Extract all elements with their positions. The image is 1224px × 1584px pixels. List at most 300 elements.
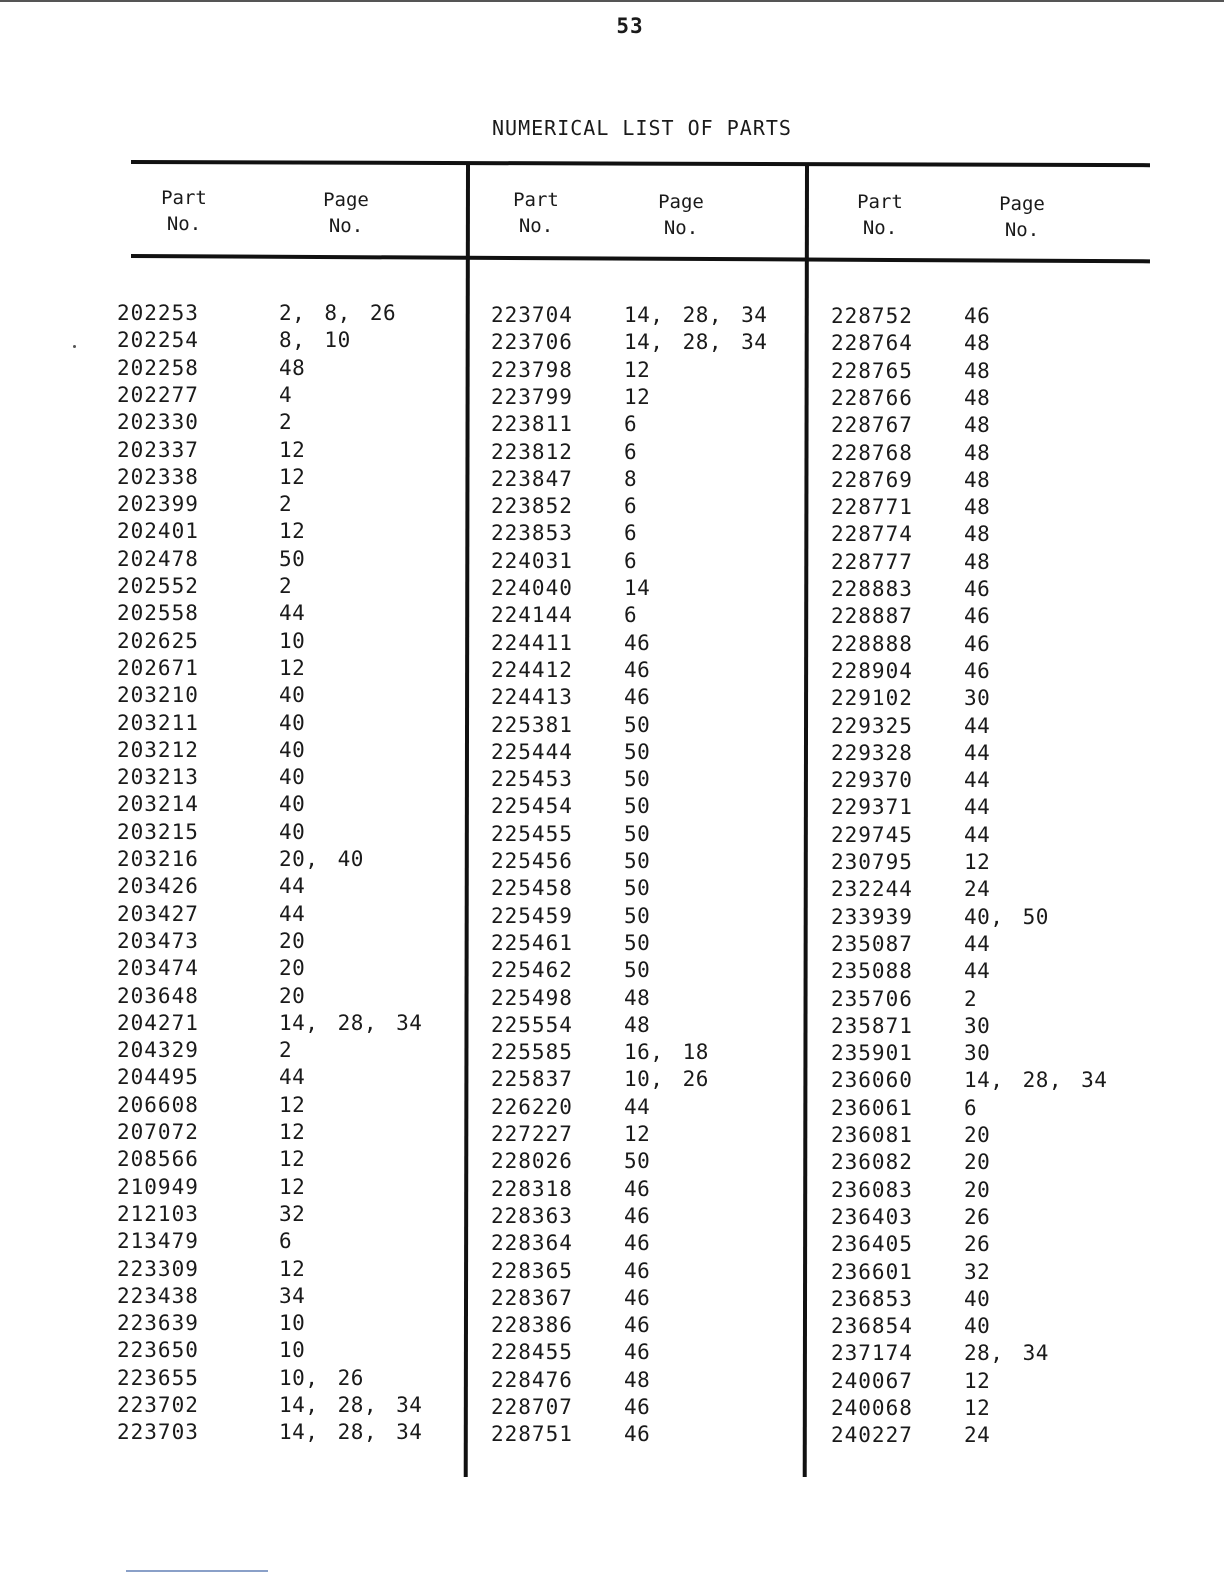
- page-numbers: 12: [279, 437, 306, 462]
- table-row: [831, 986, 1161, 1013]
- page-numbers: 2: [279, 1038, 293, 1063]
- part-number: 228777: [831, 549, 913, 574]
- table-row: [831, 1395, 1161, 1422]
- part-number: 228766: [831, 385, 913, 410]
- page-numbers: 48: [964, 385, 991, 410]
- table-row: [117, 1146, 447, 1173]
- part-number: 228751: [491, 1422, 573, 1447]
- page-numbers: 2: [279, 492, 293, 517]
- page-header-word: Page: [999, 193, 1045, 215]
- part-number: 236601: [831, 1259, 913, 1284]
- table-row: [117, 1174, 447, 1201]
- part-number: 203426: [117, 874, 199, 899]
- part-number: 228752: [831, 304, 913, 328]
- part-number: 236403: [831, 1204, 913, 1229]
- page-numbers: 40: [279, 792, 306, 817]
- page-no-header-1: [286, 187, 406, 239]
- table-row: [491, 821, 821, 848]
- page-numbers: 6: [624, 521, 638, 546]
- part-number: 225461: [491, 930, 573, 955]
- part-number: 204329: [117, 1038, 199, 1063]
- page-numbers: 32: [964, 1259, 991, 1284]
- page-numbers: 40: [279, 737, 306, 762]
- table-row: [491, 1148, 821, 1175]
- table-row: [831, 1122, 1161, 1149]
- page-numbers: 20: [279, 983, 306, 1008]
- table-row: [117, 764, 447, 791]
- table-row: [831, 1013, 1161, 1040]
- part-number: 228887: [831, 604, 913, 629]
- table-row: [491, 657, 821, 684]
- part-number: 223438: [117, 1283, 199, 1308]
- part-header-word: Part: [513, 189, 559, 211]
- page-numbers: 44: [964, 795, 991, 820]
- table-row: [491, 329, 821, 356]
- no-header-word: No.: [328, 215, 364, 237]
- page-header-word: Page: [323, 189, 369, 211]
- page-numbers: 46: [624, 1313, 651, 1338]
- page-numbers: 44: [964, 931, 991, 956]
- page-numbers: 12: [279, 464, 306, 489]
- part-number: 228476: [491, 1367, 573, 1392]
- table-row: [117, 1310, 447, 1337]
- part-number: 204495: [117, 1065, 199, 1090]
- part-header-word: Part: [857, 191, 903, 213]
- page-numbers: 40: [964, 1314, 991, 1339]
- table-row: [491, 1339, 821, 1366]
- part-number: 203212: [117, 737, 199, 762]
- part-number: 229102: [831, 686, 913, 711]
- table-row: [491, 739, 821, 766]
- table-row: [117, 491, 447, 518]
- table-row: [831, 1177, 1161, 1204]
- part-number: 203213: [117, 765, 199, 790]
- part-number: 223702: [117, 1393, 199, 1417]
- part-header-word: Part: [161, 187, 207, 209]
- part-number: 225554: [491, 1012, 573, 1037]
- table-row: [831, 1204, 1161, 1231]
- part-number: 223309: [117, 1256, 199, 1281]
- table-row: [491, 548, 821, 575]
- page-numbers: 40, 50: [964, 904, 1049, 929]
- page-numbers: 40: [964, 1286, 991, 1311]
- table-row: [117, 437, 447, 464]
- part-number: 203211: [117, 710, 199, 735]
- part-number: 202330: [117, 410, 199, 435]
- part-number: 228774: [831, 522, 913, 547]
- page-numbers: 48: [279, 355, 306, 380]
- page-numbers: 40: [279, 710, 306, 735]
- table-row: [491, 684, 821, 711]
- table-row: [831, 904, 1161, 931]
- part-number: 223655: [117, 1365, 199, 1390]
- page-numbers: 46: [624, 1203, 651, 1228]
- part-number: 223650: [117, 1338, 199, 1363]
- part-number: 203214: [117, 792, 199, 817]
- part-no-header-3: [820, 189, 940, 241]
- table-row: [117, 710, 447, 737]
- part-number: 224411: [491, 630, 573, 655]
- page-numbers: 46: [964, 304, 991, 328]
- part-number: 225458: [491, 876, 573, 901]
- page-numbers: 46: [624, 1285, 651, 1310]
- table-row: [831, 412, 1161, 439]
- table-row: [831, 1067, 1161, 1094]
- page-numbers: 44: [964, 822, 991, 847]
- table-row: [491, 848, 821, 875]
- table-row: [117, 464, 447, 491]
- page-numbers: 14: [624, 576, 651, 600]
- table-row: [831, 685, 1161, 712]
- page-numbers: 10: [279, 1338, 306, 1363]
- part-number: 226220: [491, 1094, 573, 1119]
- part-number: 202552: [117, 574, 199, 598]
- part-number: 202671: [117, 655, 199, 680]
- part-number: 229370: [831, 768, 913, 793]
- page-numbers: 50: [624, 821, 651, 846]
- page-numbers: 44: [624, 1094, 651, 1119]
- part-number: 228768: [831, 440, 913, 465]
- part-number: 229745: [831, 822, 913, 847]
- no-header-word: No.: [518, 215, 554, 237]
- page-numbers: 46: [624, 1258, 651, 1283]
- table-row: [491, 903, 821, 930]
- table-row: [117, 1419, 447, 1446]
- table-row: [831, 713, 1161, 740]
- margin-speck: [73, 345, 76, 348]
- table-row: [831, 385, 1161, 412]
- table-row: [117, 928, 447, 955]
- page-numbers: 14, 28, 34: [624, 303, 768, 327]
- part-number: 228363: [491, 1203, 573, 1228]
- page-numbers: 50: [624, 1149, 651, 1174]
- page-numbers: 12: [279, 1174, 306, 1199]
- page-numbers: 10, 26: [279, 1365, 364, 1390]
- part-number: 232244: [831, 877, 913, 902]
- part-number: 228365: [491, 1258, 573, 1283]
- part-number: 225837: [491, 1067, 573, 1092]
- part-number: 202254: [117, 328, 199, 353]
- page-numbers: 32: [279, 1201, 306, 1226]
- page-numbers: 12: [279, 1120, 306, 1144]
- page-numbers: 16, 18: [624, 1040, 709, 1065]
- table-row: [491, 1230, 821, 1257]
- part-number: 235871: [831, 1013, 913, 1038]
- part-number: 203474: [117, 956, 199, 981]
- page-header-word: Page: [658, 191, 704, 213]
- table-row: [117, 682, 447, 709]
- table-row: [831, 767, 1161, 794]
- part-number: 206608: [117, 1092, 199, 1117]
- table-row: [117, 355, 447, 382]
- page-numbers: 12: [279, 1256, 306, 1281]
- page-numbers: 10: [279, 1311, 306, 1336]
- table-row: [491, 602, 821, 629]
- table-row: [831, 1231, 1161, 1258]
- table-row: [831, 330, 1161, 357]
- no-header-word: No.: [663, 217, 699, 239]
- part-number: 203210: [117, 683, 199, 708]
- part-number: 223812: [491, 439, 573, 464]
- part-number: 229371: [831, 795, 913, 820]
- page-numbers: 48: [964, 495, 991, 520]
- page-numbers: 12: [964, 1396, 991, 1420]
- table-row: [117, 1256, 447, 1283]
- table-row: [491, 1039, 821, 1066]
- part-number: 235901: [831, 1041, 913, 1066]
- page-numbers: 12: [624, 384, 651, 409]
- page-numbers: 12: [279, 655, 306, 680]
- part-number: 202625: [117, 628, 199, 653]
- table-row: [831, 658, 1161, 685]
- page-numbers: 46: [624, 1231, 651, 1256]
- part-number: 225453: [491, 767, 573, 792]
- part-number: 225462: [491, 958, 573, 983]
- table-row: [117, 1392, 447, 1419]
- page-numbers: 46: [624, 657, 651, 682]
- page-numbers: 20: [964, 1177, 991, 1202]
- footer-link-underline: [126, 1570, 268, 1572]
- part-number: 202399: [117, 492, 199, 517]
- page-numbers: 14, 28, 34: [279, 1420, 423, 1445]
- table-row: [831, 1040, 1161, 1067]
- page-numbers: 46: [624, 1422, 651, 1447]
- part-number: 236083: [831, 1177, 913, 1202]
- table-row: [117, 655, 447, 682]
- part-number: 236405: [831, 1232, 913, 1257]
- page-numbers: 30: [964, 1041, 991, 1066]
- page-numbers: 6: [624, 412, 638, 437]
- page-numbers: 24: [964, 877, 991, 902]
- part-number: 207072: [117, 1120, 199, 1144]
- table-row: [491, 630, 821, 657]
- part-number: 228707: [491, 1395, 573, 1419]
- table-row: [117, 382, 447, 409]
- part-number: 228771: [831, 495, 913, 520]
- table-row: [491, 1312, 821, 1339]
- table-row: [491, 357, 821, 384]
- part-number: 202337: [117, 437, 199, 462]
- table-row: [831, 521, 1161, 548]
- page-no-header-2: [621, 189, 741, 241]
- table-header-rule: [131, 254, 1150, 263]
- part-number: 225444: [491, 739, 573, 764]
- part-number: 203473: [117, 928, 199, 953]
- page-numbers: 8, 10: [279, 328, 351, 353]
- page-numbers: 12: [279, 1147, 306, 1172]
- page-numbers: 20: [279, 956, 306, 981]
- page-numbers: 2, 8, 26: [279, 301, 397, 325]
- table-row: [491, 1285, 821, 1312]
- page-numbers: 44: [964, 740, 991, 765]
- part-number: 203427: [117, 901, 199, 926]
- page-numbers: 30: [964, 1013, 991, 1038]
- page-numbers: 50: [624, 876, 651, 901]
- page-numbers: 50: [624, 958, 651, 983]
- part-number: 202558: [117, 601, 199, 626]
- page-numbers: 48: [624, 1012, 651, 1037]
- page-numbers: 44: [964, 959, 991, 984]
- table-row: [117, 573, 447, 600]
- part-number: 236853: [831, 1286, 913, 1311]
- part-number: 202253: [117, 301, 199, 325]
- table-row: [831, 549, 1161, 576]
- no-header-word: No.: [1004, 219, 1040, 241]
- part-number: 225498: [491, 985, 573, 1010]
- part-number: 236854: [831, 1314, 913, 1339]
- table-row: [831, 1259, 1161, 1286]
- page-numbers: 4: [279, 382, 293, 407]
- part-number: 225381: [491, 712, 573, 737]
- page-numbers: 28, 34: [964, 1341, 1049, 1366]
- page-numbers: 50: [624, 739, 651, 764]
- page-numbers: 12: [964, 1368, 991, 1393]
- page-numbers: 6: [624, 439, 638, 464]
- part-number: 228364: [491, 1231, 573, 1256]
- table-row: [117, 901, 447, 928]
- table-top-rule: [131, 160, 1150, 167]
- table-row: [831, 576, 1161, 603]
- table-row: [117, 1283, 447, 1310]
- part-number: 224031: [491, 548, 573, 573]
- table-row: [117, 518, 447, 545]
- part-number: 223811: [491, 412, 573, 437]
- table-row: [117, 955, 447, 982]
- page-numbers: 14, 28, 34: [964, 1068, 1108, 1093]
- part-number: 223853: [491, 521, 573, 546]
- page-numbers: 12: [624, 357, 651, 382]
- page-numbers: 20: [964, 1123, 991, 1147]
- page-numbers: 2: [279, 410, 293, 435]
- part-number: 202258: [117, 355, 199, 380]
- part-number: 223639: [117, 1311, 199, 1336]
- page-numbers: 6: [964, 1095, 978, 1120]
- part-number: 228455: [491, 1340, 573, 1365]
- table-row: [491, 520, 821, 547]
- page-numbers: 6: [624, 494, 638, 519]
- table-row: [117, 1010, 447, 1037]
- page-numbers: 2: [279, 574, 293, 598]
- table-row: [117, 327, 447, 354]
- table-row: [491, 930, 821, 957]
- part-number: 235706: [831, 986, 913, 1011]
- page-numbers: 14, 28, 34: [624, 330, 768, 355]
- table-row: [117, 983, 447, 1010]
- part-number: 229325: [831, 713, 913, 738]
- part-number: 202338: [117, 464, 199, 489]
- part-number: 212103: [117, 1201, 199, 1226]
- part-number: 202478: [117, 546, 199, 571]
- table-row: [491, 1121, 821, 1148]
- table-row: [831, 740, 1161, 767]
- part-number: 228386: [491, 1313, 573, 1338]
- page-numbers: 48: [964, 549, 991, 574]
- part-number: 236061: [831, 1095, 913, 1120]
- page-numbers: 48: [964, 358, 991, 383]
- no-header-word: No.: [166, 213, 202, 235]
- table-row: [117, 600, 447, 627]
- page-numbers: 48: [964, 331, 991, 356]
- part-number: 208566: [117, 1147, 199, 1172]
- part-number: 213479: [117, 1229, 199, 1254]
- page-numbers: 20: [279, 928, 306, 953]
- table-row: [831, 849, 1161, 876]
- part-number: 228318: [491, 1176, 573, 1201]
- table-row: [491, 411, 821, 438]
- table-row: [491, 957, 821, 984]
- table-row: [831, 931, 1161, 958]
- table-row: [491, 1094, 821, 1121]
- part-number: 237174: [831, 1341, 913, 1366]
- part-number: 225585: [491, 1040, 573, 1065]
- part-number: 224040: [491, 576, 573, 600]
- page-numbers: 50: [279, 546, 306, 571]
- table-row: [491, 1066, 821, 1093]
- part-number: 204271: [117, 1010, 199, 1035]
- part-number: 227227: [491, 1122, 573, 1146]
- part-no-header-2: [476, 187, 596, 239]
- table-row: [117, 1228, 447, 1255]
- part-number: 236082: [831, 1150, 913, 1175]
- page-numbers: 48: [624, 1367, 651, 1392]
- table-row: [117, 300, 447, 327]
- page-numbers: 24: [964, 1423, 991, 1448]
- page-numbers: 48: [624, 985, 651, 1010]
- part-number: 235087: [831, 931, 913, 956]
- part-number: 224413: [491, 685, 573, 710]
- page-numbers: 34: [279, 1283, 306, 1308]
- table-row: [491, 712, 821, 739]
- table-row: [831, 1368, 1161, 1395]
- table-row: [491, 766, 821, 793]
- page-numbers: 14, 28, 34: [279, 1393, 423, 1417]
- page-numbers: 50: [624, 794, 651, 819]
- page-numbers: 6: [279, 1229, 293, 1254]
- table-row: [117, 409, 447, 436]
- page-numbers: 50: [624, 849, 651, 873]
- page-numbers: 46: [624, 685, 651, 710]
- table-row: [491, 384, 821, 411]
- table-row: [117, 737, 447, 764]
- part-number: 236081: [831, 1123, 913, 1147]
- part-number: 203215: [117, 819, 199, 844]
- page-numbers: 26: [964, 1204, 991, 1229]
- page-numbers: 46: [964, 631, 991, 656]
- part-number: 229328: [831, 740, 913, 765]
- page-numbers: 44: [279, 1065, 306, 1090]
- part-number: 228904: [831, 658, 913, 683]
- page-numbers: 40: [279, 819, 306, 844]
- table-row: [831, 631, 1161, 658]
- page-numbers: 48: [964, 522, 991, 547]
- table-row: [491, 1258, 821, 1285]
- page-numbers: 50: [624, 767, 651, 792]
- table-row: [831, 1340, 1161, 1367]
- table-row: [491, 466, 821, 493]
- part-number: 228883: [831, 577, 913, 601]
- page-numbers: 50: [624, 930, 651, 955]
- part-number: 202277: [117, 382, 199, 407]
- part-number: 223852: [491, 494, 573, 519]
- table-row: [491, 793, 821, 820]
- page-numbers: 46: [624, 630, 651, 655]
- part-number: 224144: [491, 603, 573, 628]
- table-row: [117, 1119, 447, 1146]
- part-number: 228026: [491, 1149, 573, 1174]
- table-row: [831, 1286, 1161, 1313]
- table-row: [831, 358, 1161, 385]
- table-row: [117, 546, 447, 573]
